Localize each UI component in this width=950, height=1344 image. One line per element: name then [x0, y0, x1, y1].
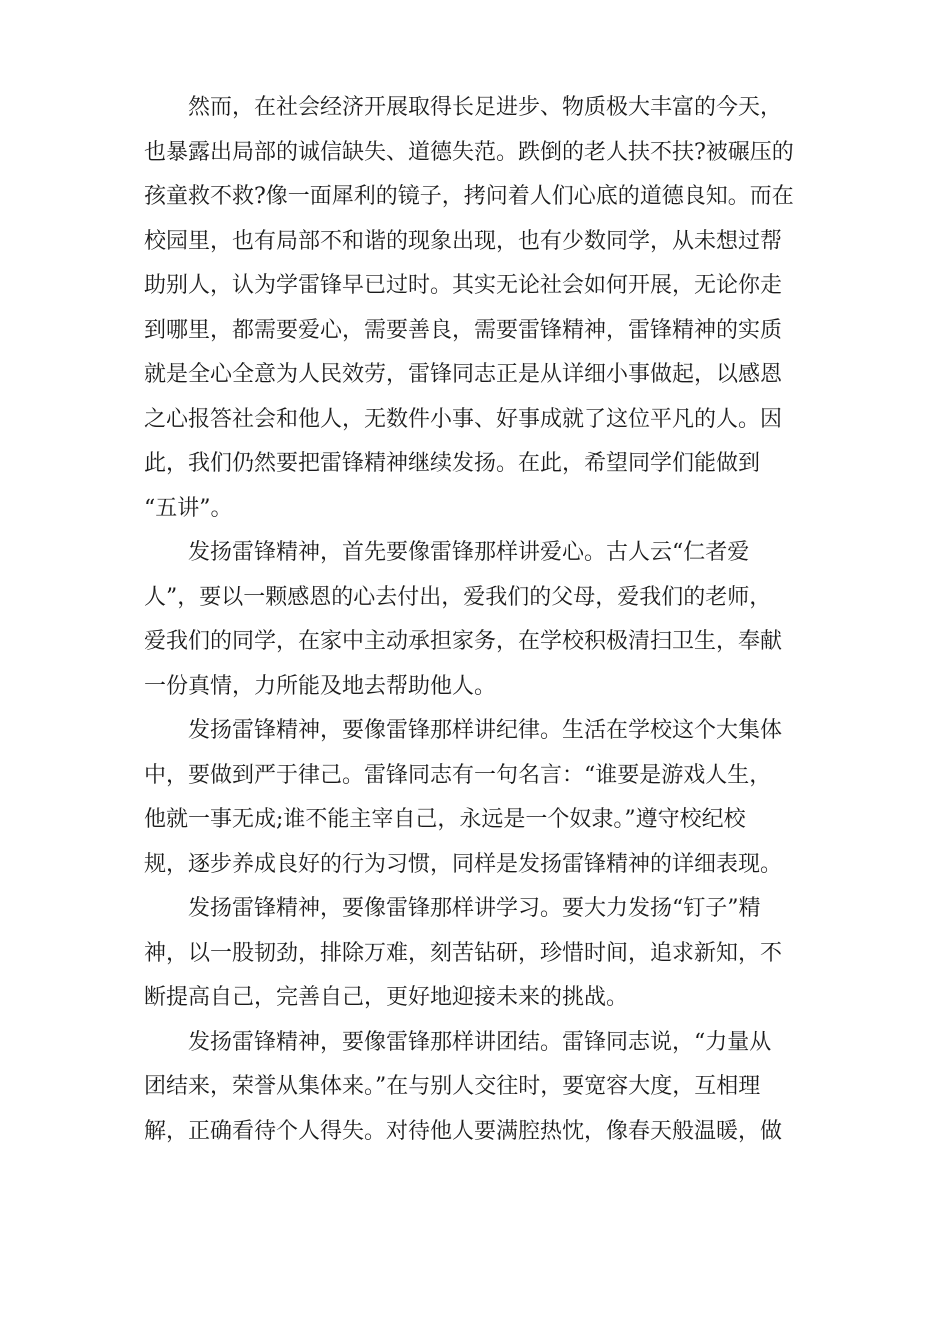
- text-line: 就是全心全意为人民效劳，雷锋同志正是从详细小事做起，以感恩: [144, 362, 783, 387]
- text-line: 之心报答社会和他人，无数件小事、好事成就了这位平凡的人。因: [144, 406, 783, 432]
- text-line: 发扬雷锋精神，要像雷锋那样讲纪律。生活在学校这个大集体: [144, 718, 783, 743]
- text-line: 神，以一股韧劲，排除万难，刻苦钻研，珍惜时间，追求新知，不: [144, 940, 783, 966]
- text-line: 此，我们仍然要把雷锋精神继续发扬。在此，希望同学们能做到: [144, 451, 761, 476]
- text-line: 爱我们的同学，在家中主动承担家务，在学校积极清扫卫生，奉献: [144, 629, 783, 654]
- text-line: 然而，在社会经济开展取得长足进步、物质极大丰富的今天，: [144, 95, 783, 120]
- text-line: 人”，要以一颗感恩的心去付出，爱我们的父母，爱我们的老师，: [144, 584, 772, 610]
- text-line: 中，要做到严于律己。雷锋同志有一句名言：“谁要是游戏人生，: [144, 762, 772, 788]
- text-line: 发扬雷锋精神，要像雷锋那样讲团结。雷锋同志说，“力量从: [144, 1029, 772, 1055]
- text-line: 到哪里，都需要爱心，需要善良，需要雷锋精神，雷锋精神的实质: [144, 317, 783, 343]
- text-line: 他就一事无成;谁不能主宰自己，永远是一个奴隶。”遵守校纪校: [144, 807, 746, 832]
- text-line: 发扬雷锋精神，首先要像雷锋那样讲爱心。古人云“仁者爱: [144, 540, 750, 565]
- text-line: 助别人，认为学雷锋早已过时。其实无论社会如何开展，无论你走: [144, 273, 783, 298]
- document-body: [144, 86, 806, 1154]
- text-line: 一份真情，力所能及地去帮助他人。: [144, 673, 497, 699]
- text-line: 孩童救不救?像一面犀利的镜子，拷问着人们心底的道德良知。而在: [144, 184, 794, 209]
- text-line: 规，逐步养成良好的行为习惯，同样是发扬雷锋精神的详细表现。: [144, 851, 783, 877]
- text-line: 发扬雷锋精神，要像雷锋那样讲学习。要大力发扬“钉子”精: [144, 896, 761, 921]
- text-line: 校园里，也有局部不和谐的现象出现，也有少数同学，从未想过帮: [144, 228, 783, 254]
- text-line: “五讲”。: [144, 495, 233, 521]
- text-line: 也暴露出局部的诚信缺失、道德失范。跌倒的老人扶不扶?被碾压的: [144, 139, 794, 165]
- text-line: 团结来，荣誉从集体来。”在与别人交往时，要宽容大度，互相理: [144, 1074, 761, 1099]
- text-line: 断提高自己，完善自己，更好地迎接未来的挑战。: [144, 985, 629, 1010]
- text-line: 解，正确看待个人得失。对待他人要满腔热忱，像春天般温暖，做: [144, 1118, 783, 1144]
